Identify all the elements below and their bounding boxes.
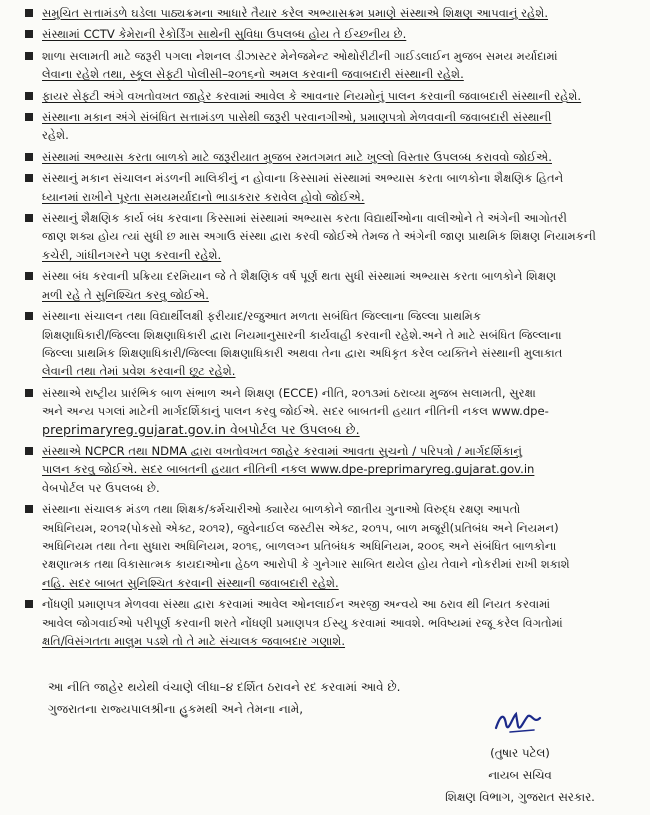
policy-point bbox=[22, 25, 632, 43]
point-line: શિક્ષણાધિકારી/જિલ્લા શિક્ષણાધિકારી દ્વારા નિયમાનુસારની કાર્યવાહી કરવાની રહેશે.અને તે માટે સબંધિત જિલ્લાના bbox=[42, 327, 562, 342]
point-line: ક્ષતિ/વિસંગતતા માલુમ પડશે તો તે માટે સંચાલક જવાબદાર ગણાશે. bbox=[42, 634, 346, 648]
point-line: સંસ્થા બંધ કરવાની પ્રક્રિયા દરમિયાન જે તે શૈક્ષણિક વર્ષ પૂર્ણ થતા સુધી સંસ્થામાં અભ્યાસ કરતા બાળકોને શિક્ષણ bbox=[42, 269, 557, 284]
point-line: લેવાની તથા તેમાં પ્રવેશ કરવાની છૂટ રહેશે. bbox=[42, 364, 236, 379]
signature-scribble bbox=[430, 706, 610, 742]
point-line: સંસ્થાએ રાષ્ટ્રીય પ્રારંભિક બાળ સંભાળ અને શિક્ષણ (ECCE) નીતિ, ૨૦૧૩માં ઠરાવ્યા મુજબ સલામતી, સુરક્ષા bbox=[42, 385, 536, 400]
point-line: ફાયર સેફ્ટી અંગે વખતોવખત જાહેર કરવામાં આવેલ કે આવનાર નિયમોનું પાલન કરવાની જવાબદારી સંસ્થાની રહેશે. bbox=[42, 88, 582, 103]
point-line: જાણ શક્ય હોય ત્યાં સુધી છ માસ અગાઉ સંસ્થા દ્વારા કરવી જોઈએ તેમજ તે અંગેની જાણ પ્રાથમિક શિક્ષણ નિયામકની bbox=[42, 229, 596, 244]
point-line: વેબપોર્ટલ પર ઉપલબ્ધ છે. bbox=[42, 480, 160, 495]
policy-point bbox=[22, 47, 632, 84]
point-line: સંસ્થામાં CCTV કેમેરાની રેકોર્ડિંગ સાથેની સુવિધા ઉપલબ્ધ હોય તે ઈચ્છનીય છે. bbox=[42, 27, 407, 42]
point-line: સંસ્થાના મકાન અંગે સંબંધિત સત્તામંડળ પાસેથી જરૂરી પરવાનગીઓ, પ્રમાણપત્રો મેળવવાની જવાબદારી સંસ્થાની bbox=[42, 110, 552, 125]
signature-block bbox=[430, 706, 610, 808]
point-line: નહિ. સદર બાબત સુનિશ્ચિત કરવાની સંસ્થાની જવાબદારી રહેશે. bbox=[42, 575, 339, 590]
point-line: કચેરી, ગાંધીનગરને પણ કરવાની રહેશે. bbox=[42, 247, 222, 262]
closing-line-2: ગુજરાતના રાજ્યપાલશ્રીના હુકમથી અને તેમના નામે, bbox=[48, 702, 304, 717]
policy-point bbox=[22, 442, 632, 497]
signatory-designation: નાયબ સચિવ bbox=[488, 768, 552, 782]
policy-point bbox=[22, 500, 632, 592]
point-line: નોંધણી પ્રમાણપત્ર મેળવવા સંસ્થા દ્વારા કરવામાં આવેલ ઓનલાઈન અરજી અન્વયે આ ઠરાવ થી નિયત કરવામાં bbox=[42, 597, 551, 612]
point-line: અને અન્ય પગલાં માટેની માર્ગદર્શિકાનું પાલન કરવુ જોઈએ. સદર બાબતની હયાત નીતિની નકલ www.dpe- bbox=[42, 404, 549, 419]
point-line: અધિનિયમ તથા તેના સુધારા અધિનિયમ, ૨૦૧૬, બાળલગ્ન પ્રતિબંધક અધિનિયમ, ૨૦૦૬ અને સંબંધિત બાળકોના bbox=[42, 538, 557, 553]
point-line: સમુચિત સત્તામંડળે ઘડેલા પાઠ્યક્રમના આધારે તૈયાર કરેલ અભ્યાસક્રમ પ્રમાણે સંસ્થાએ શિક્ષણ આપવાનું રહેશે. bbox=[42, 6, 549, 20]
point-line: સંસ્થાનું શૈક્ષણિક કાર્ય બંધ કરવાના કિસ્સામાં સંસ્થામાં અભ્યાસ કરતા વિદ્યાર્થીઓના વાલીઓને તે અંગેની આગોતરી bbox=[42, 211, 567, 226]
policy-point bbox=[22, 148, 632, 166]
point-line: અધિનિયમ, ૨૦૧૨(પોકસો એક્ટ, ૨૦૧૨), જુવેનાઈલ જસ્ટીસ એક્ટ, ૨૦૧૫, બાળ મજૂરી(પ્રતિબંધ અને નિયમન) bbox=[42, 520, 559, 535]
signatory-name: (તુષાર પટેલ) bbox=[490, 746, 550, 760]
point-line: શાળા સલામતી માટે જરૂરી પગલા નેશનલ ડીઝાસ્ટર મેનેજમેન્ટ ઓથોરીટીની ગાઈડલાઈન મુજબ સમય મર્યાદામાં bbox=[42, 48, 558, 63]
policy-points-list bbox=[22, 4, 632, 650]
policy-point bbox=[22, 108, 632, 145]
signatory-department: શિક્ષણ વિભાગ, ગુજરાત સરકાર. bbox=[445, 790, 595, 804]
policy-point bbox=[22, 267, 632, 304]
point-line: સંસ્થાના સંચાલક મંડળ તથા શિક્ષક/કર્મચારીઓ ક્યારેય બાળકોને જાતીય ગુનાઓ વિરુદ્ધ રક્ષણ આપતો bbox=[42, 502, 521, 517]
point-line: preprimaryreg.gujarat.gov.in વેબપોર્ટલ પર ઉપલબ્ધ છે. bbox=[42, 421, 360, 437]
policy-point bbox=[22, 4, 632, 22]
policy-point bbox=[22, 595, 632, 650]
policy-point bbox=[22, 87, 632, 105]
point-line: સંસ્થાએ NCPCR તથા NDMA દ્વારા વખતોવખત જાહેર કરવામાં આવતા સુચનો / પરિપત્રો / માર્ગદર્શિકાનું bbox=[42, 443, 522, 458]
point-line: ધ્યાનમાં રાખીને પૂરતા સમયમર્યાદાનો ભાડાકરાર કરાવેલ હોવો જોઈએ. bbox=[42, 189, 365, 204]
point-line: આવેલ જોગવાઈઓ પરીપૂર્ણ કરવાની શરતે નોંધણી પ્રમાણપત્ર ઈસ્યુ કરવામાં આવશે. ભવિષ્યમાં રજૂ કરેલ વિગતોમાં bbox=[42, 615, 563, 630]
policy-point bbox=[22, 384, 632, 439]
point-line: સંસ્થાનું મકાન સંચાલન મંડળની માલિકીનું ન હોવાના કિસ્સામાં સંસ્થામાં અભ્યાસ કરતા બાળકોના શૈક્ષણિક હિતને bbox=[42, 171, 564, 186]
point-line: પાલન કરવુ જોઈએ. સદર બાબતની હયાત નીતિની નકલ www.dpe-preprimaryreg.gujarat.gov.in bbox=[42, 462, 535, 477]
policy-point bbox=[22, 169, 632, 206]
point-line: લેવાના રહેશે તથા, સ્કૂલ સેફ્ટી પોલીસી–૨૦૧૬નો અમલ કરવાની જવાબદારી સંસ્થાની રહેશે. bbox=[42, 67, 464, 82]
point-line: રક્ષણાત્મક તથા વિકાસાત્મક કાયદાઓના હેઠળ આરોપી કે ગુનેગાર સાબિત થયેલ હોય તેવાને નોકરીમાં રાખી શકાશે bbox=[42, 557, 570, 572]
point-line: સંસ્થામાં અભ્યાસ કરતા બાળકો માટે જરૂરીયાત મુજબ રમતગમત માટે ખુલ્લો વિસ્તાર ઉપલબ્ધ કરાવવો જોઈએ. bbox=[42, 149, 552, 164]
closing-line-1: આ નીતિ જાહેર થયેથી વંચાણે લીધા–૪ દર્શિત ઠરાવને રદ કરવામાં આવે છે. bbox=[48, 680, 401, 695]
policy-point bbox=[22, 307, 632, 381]
point-line: મળી રહે તે સુનિશ્ચિત કરવુ જોઈએ. bbox=[42, 287, 209, 302]
point-line: સંસ્થાના સંચાલન તથા વિદ્યાર્થીલક્ષી ફરીયાદ/રજુઆત મળતા સબંધિત જિલ્લાના જિલ્લા પ્રાથમિક bbox=[42, 309, 482, 324]
policy-point bbox=[22, 209, 632, 264]
point-line: જિલ્લા પ્રાથમિક શિક્ષણાધિકારી/જિલ્લા શિક્ષણાધિકારી અથવા તેના દ્વારા અધિકૃત કરેલ વ્યક્તિને સંસ્થાની મુલાકાત bbox=[42, 345, 563, 360]
point-line: રહેશે. bbox=[42, 128, 69, 143]
